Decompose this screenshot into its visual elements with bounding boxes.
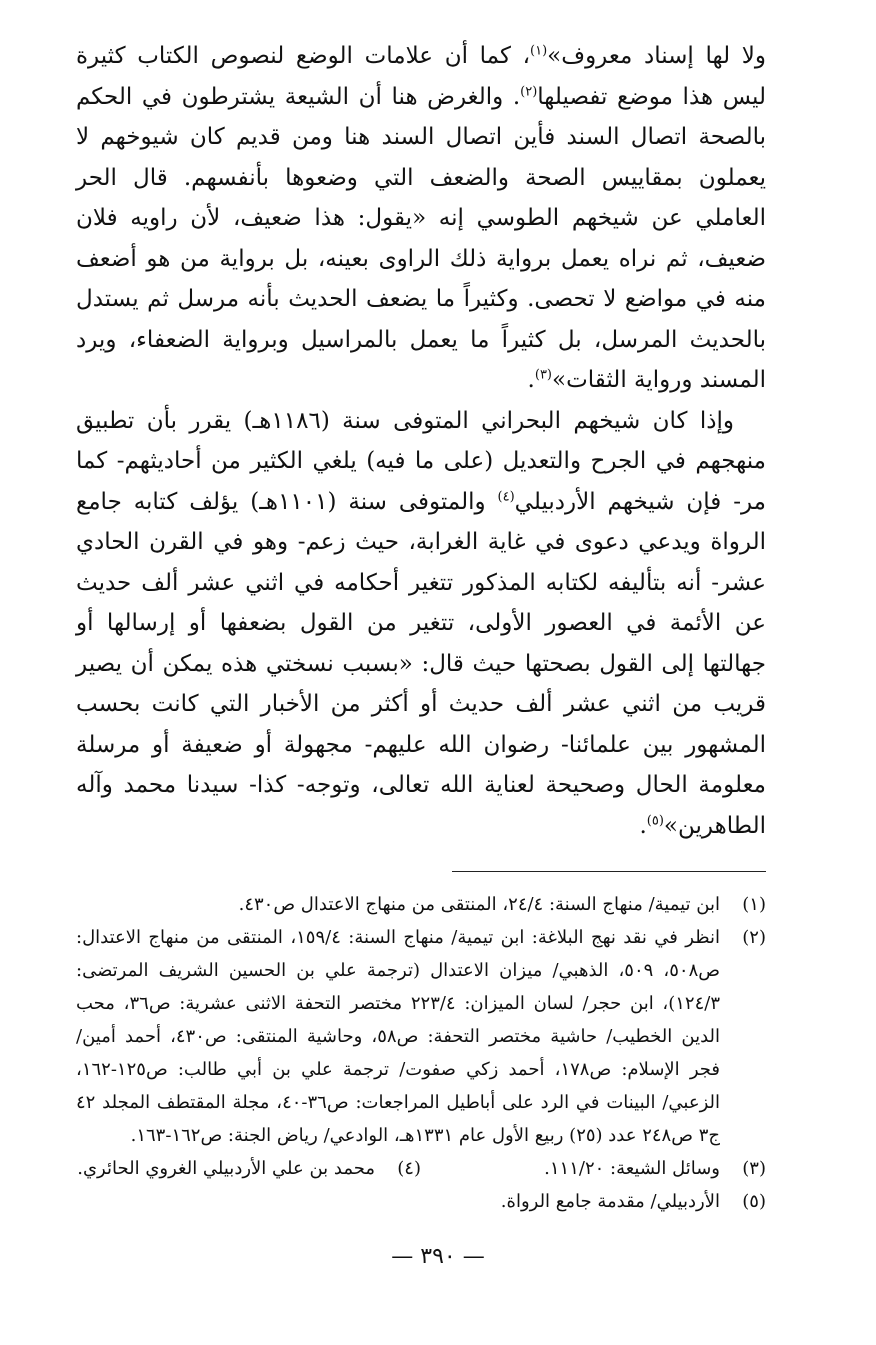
paragraph-1-part-a: ولا لها إسناد معروف» (547, 43, 766, 69)
footnote-ref-5: (٥) (646, 812, 664, 828)
main-text (76, 36, 766, 846)
page-number: — ٣٩٠ — (391, 1244, 485, 1269)
footnote-2 (76, 921, 766, 1152)
paragraph-2 (76, 401, 766, 847)
paragraph-1-part-b: ، كما أن علامات الوضع لنصوص الكتاب كثيرة ليس هذا موضع تفصيلها (76, 43, 766, 110)
footnote-5-number: (٥) (742, 1191, 766, 1212)
paragraph-1 (76, 36, 766, 401)
footnote-4-text: محمد بن علي الأردبيلي الغروي الحائري. (77, 1158, 375, 1179)
paragraph-2-part-c: . (639, 812, 647, 839)
paragraph-1-part-c: . والغرض هنا أن الشيعة يشترطون في الحكم بالصحة اتصال السند فأين اتصال السند هنا ومن قديم كان شيوخهم لا يعملون بمقاييس الصحة والضعف التي وضعوها بأنفسهم. قال الحر العاملي عن شيخهم الطوسي إنه «يقول: هذا ضعيف، لأن راويه فلان ضعيف، ثم نراه يعمل برواية ذلك الراوى بعينه، بل برواية من هو أضعف منه في مواضع لا تحصى. وكثيراً ما يضعف الحديث بأنه مرسل ثم يستدل بالحديث المرسل، بل كثيراً ما يعمل بالمراسيل وبرواية الضعفاء، ويرد المسند ورواية الثقات» (76, 83, 766, 393)
footnote-1-number: (١) (742, 894, 766, 915)
footnotes (76, 888, 766, 1218)
footnote-separator (452, 871, 766, 872)
footnote-2-text: انظر في نقد نهج البلاغة: ابن تيمية/ منهاج السنة: ١٥٩/٤، المنتقى من منهاج الاعتدال: ص٥٠٨، ٥٠٩، الذهبي/ ميزان الاعتدال (ترجمة علي بن الحسين الشريف المرتضى: ١٢٤/٣)، ابن حجر/ لسان الميزان: ٢٢٣/٤ مختصر التحفة الاثنى عشرية: ص٣٦، محب الدين الخطيب/ حاشية مختصر التحفة: ص٥٨، وحاشية المنتقى: ص٤٣٠، أحمد أمين/ فجر الإسلام: ص١٧٨، أحمد زكي صفوت/ ترجمة علي بن أبي طالب: ص١٢٥-١٦٢، الزعبي/ البينات في الرد على أباطيل المراجعات: ص٣٦-٤٠، مجلة المقتطف المجلد ٤٢ ج٣ ص٢٤٨ عدد (٢٥) ربيع الأول عام ١٣٣١هـ، الوادعي/ رياض الجنة: ص١٦٢-١٦٣. (76, 927, 721, 1146)
footnote-2-number: (٢) (742, 927, 766, 948)
footnotes-3-4 (76, 1152, 766, 1185)
footnote-1 (76, 888, 766, 921)
footnote-5-text: الأردبيلي/ مقدمة جامع الرواة. (500, 1191, 720, 1212)
footnote-3 (421, 1152, 766, 1185)
footnote-5 (76, 1185, 766, 1218)
paragraph-2-part-a: وإذا كان شيخهم البحراني المتوفى سنة (١١٨٦هـ) يقرر بأن تطبيق منهجهم في الجرح والتعديل (على ما فيه) يلغي الكثير من أحاديثهم- كما مر- فإن شيخهم الأردبيلي (76, 407, 766, 515)
footnote-ref-2: (٢) (520, 83, 538, 99)
footnote-3-number: (٣) (742, 1158, 766, 1179)
footnote-ref-3: (٣) (534, 367, 552, 383)
footnote-4 (76, 1152, 421, 1185)
footnote-1-text: ابن تيمية/ منهاج السنة: ٢٤/٤، المنتقى من منهاج الاعتدال ص٤٣٠. (238, 894, 720, 915)
footnote-3-text: وسائل الشيعة: ١١١/٢٠. (544, 1158, 720, 1179)
footnote-ref-4: (٤) (497, 488, 515, 504)
paragraph-1-part-d: . (527, 367, 535, 393)
footnote-4-number: (٤) (397, 1158, 421, 1179)
paragraph-2-part-b: والمتوفى سنة (١١٠١هـ) يؤلف كتابه جامع الرواة ويدعي دعوى في غاية الغرابة، حيث زعم- وهو في القرن الحادي عشر- أنه بتأليفه لكتابه المذكور تتغير أحكامه في اثني عشر ألف حديث عن الأئمة في العصور الأولى، تتغير من القول بضعفها أو إرسالها أو جهالتها إلى القول بصحتها حيث قال: «بسبب نسختي هذه يمكن أن يصير قريب من اثني عشر ألف حديث أو أكثر من الأخبار التي كانت بحسب المشهور بين علمائنا- رضوان الله عليهم- مجهولة أو ضعيفة أو مرسلة معلومة الحال وصحيحة لعناية الله تعالى، وتوجه- كذا- سيدنا محمد وآله الطاهرين» (76, 488, 766, 839)
footnote-ref-1: (١) (530, 43, 548, 59)
